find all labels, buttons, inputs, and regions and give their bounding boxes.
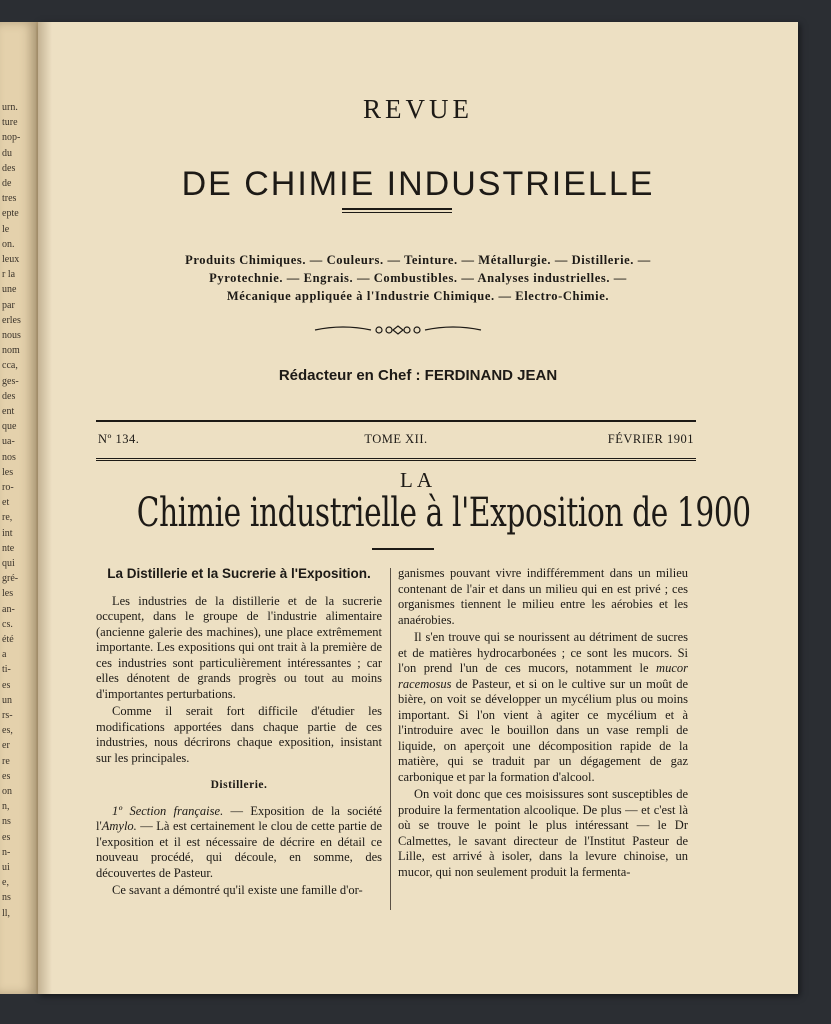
text-run: Il s'en trouve qui se nourissent au détriment de sucres et de matières hydrocarbonées ; ce sont les mucors. Si l'on prend l'un de ces mucors, notamment le	[398, 630, 688, 675]
prev-page-fragment: par	[2, 299, 15, 311]
prev-page-fragment: nom	[2, 345, 20, 357]
prev-page-fragment: ro-	[2, 482, 14, 493]
ornament-divider-icon	[313, 322, 483, 338]
text-run: — Là est certainement le clou de cette partie de l'exposition et il est nécessaire de décrire en détail ce nouveau procédé, qui découle, en somme, des découvertes de Pasteur.	[96, 819, 382, 880]
prev-page-fragment: tres	[2, 193, 17, 205]
previous-page-edge	[0, 22, 38, 994]
prev-page-fragment: été	[2, 634, 14, 645]
prev-page-fragment: ns	[2, 892, 11, 904]
prev-page-fragment: une	[2, 284, 17, 296]
issue-tome: TOME XII.	[364, 432, 428, 446]
topics-list	[88, 251, 748, 305]
issue-number: Nº 134.	[98, 432, 140, 446]
issue-bar	[96, 420, 696, 461]
right-column	[398, 566, 688, 882]
prev-page-fragment: du	[2, 147, 12, 159]
mucor-term: mucor racemosus	[398, 661, 688, 691]
left-column	[96, 566, 382, 901]
prev-page-fragment: leux	[2, 254, 20, 265]
prev-page-fragment: r la	[2, 269, 16, 281]
prev-page-fragment: un	[2, 694, 12, 706]
masthead-rule	[342, 208, 452, 213]
prev-page-fragment: n-	[2, 846, 11, 858]
paragraph: Ce savant a démontré qu'il existe une famille d'or-	[112, 883, 363, 897]
prev-page-fragment: urn.	[2, 102, 18, 113]
prev-page-fragment: ti-	[2, 664, 11, 676]
article-title: Chimie industrielle à l'Exposition de 1900	[136, 490, 751, 536]
masthead-revue: REVUE	[363, 94, 473, 124]
prev-page-fragment: gré-	[2, 573, 19, 585]
prev-page-fragment: ges-	[2, 375, 19, 387]
masthead-title: DE CHIMIE INDUSTRIELLE	[181, 165, 655, 203]
topics-line: Mécanique appliquée à l'Industrie Chimique. — Electro-Chimie.	[226, 289, 610, 303]
article-title-rule	[372, 548, 434, 550]
prev-page-fragment: es	[2, 831, 11, 843]
prev-page-fragment: qui	[2, 558, 15, 569]
section-title: La Distillerie et la Sucrerie à l'Exposition.	[107, 566, 371, 581]
prev-page-fragment: des	[2, 390, 16, 402]
prev-page-fragment: es	[2, 770, 11, 782]
journal-page	[38, 22, 798, 994]
paragraph: Comme il serait fort difficile d'étudier les modifications apportées dans chaque partie de ces industries, nous décrirons chaque exposition, insistant sur les principales.	[96, 704, 382, 765]
prev-page-fragment: on	[2, 786, 12, 797]
paragraph	[96, 804, 382, 882]
prev-page-fragment: epte	[2, 208, 19, 220]
prev-page-fragment: nous	[2, 330, 21, 341]
prev-page-fragment: n,	[2, 801, 10, 813]
prev-page-fragment: nop-	[2, 132, 21, 144]
paragraph: On voit donc que ces moisissures sont susceptibles de produire la fermentation alcoolique. De plus — et c'est là où se trouve le point le plus intéressant — le Dr Calmettes, le savant directeur de l'Institut Pasteur de Lille, est arrivé à isoler, dans la levure chinoise, un mucor, qui non seulement produit la fermenta-	[398, 787, 688, 879]
prev-page-fragment: cs.	[2, 618, 13, 630]
prev-page-fragment: des	[2, 162, 16, 174]
prev-page-fragment: ua-	[2, 436, 15, 448]
prev-page-fragment: re,	[2, 512, 13, 524]
prev-page-fragment: ui	[2, 862, 10, 873]
prev-page-fragment: ns	[2, 816, 11, 828]
prev-page-fragment: nos	[2, 451, 16, 463]
subsection-heading: Distillerie.	[210, 779, 268, 791]
paragraph: Les industries de la distillerie et de la sucrerie occupent, dans le groupe de l'industrie alimentaire (ancienne galerie des machines), une place extrêmement importante. Les expositions qui ont trait à la première de ces industries sont particulièrement intéressantes ; car elles dénotent de grands progrès ou tout au moins d'importantes perturbations.	[96, 593, 382, 701]
prev-page-fragment: erles	[2, 314, 21, 326]
topics-line: Pyrotechnie. — Engrais. — Combustibles. — Analyses industrielles. —	[209, 271, 627, 285]
prev-page-fragment: de	[2, 178, 12, 189]
paragraph	[398, 630, 688, 785]
prev-page-fragment: int	[2, 527, 13, 539]
prev-page-fragment: et	[2, 497, 10, 509]
editor-in-chief: Rédacteur en Chef : FERDINAND JEAN	[278, 367, 558, 384]
text-run: de Pasteur, et si on le cultive sur un moût de bière, on voit se développer un mycélium plus ou moins important. Si l'on vient à agiter ce mycélium et à l'introduire avec le bouillon dans un vase rempli de liquide, on aperçoit une décomposition rapide de la matière, qui se traduit par un dégagement de gaz carbonique et par la formation d'alcool.	[398, 676, 688, 784]
prev-page-fragment: on.	[2, 238, 15, 250]
prev-page-fragment: ll,	[2, 907, 11, 919]
topics-line: Produits Chimiques. — Couleurs. — Teinture. — Métallurgie. — Distillerie. —	[185, 253, 651, 267]
prev-page-fragment: cca,	[2, 360, 18, 372]
amylo-term: Amylo.	[101, 819, 137, 833]
prev-page-fragment: les	[2, 466, 14, 478]
prev-page-fragment: e,	[2, 877, 9, 889]
prev-page-fragment: nte	[2, 542, 15, 554]
paragraph: ganismes pouvant vivre indifféremment dans un milieu contenant de l'air et dans un milieu qui en est privé ; ces organismes tiennent le milieu entre les aérobies et les anaérobies.	[398, 566, 688, 627]
prev-page-fragment: les	[2, 588, 14, 600]
text-run: — Exposition de la société l'	[96, 803, 382, 833]
prev-page-fragment: es,	[2, 725, 13, 737]
section-label: 1º Section française.	[112, 803, 224, 818]
issue-date: FÉVRIER 1901	[607, 432, 694, 446]
prev-page-fragment: es	[2, 679, 11, 691]
prev-page-fragment: le	[2, 223, 10, 235]
article-title-la: LA	[400, 468, 436, 492]
prev-page-fragment: er	[2, 740, 10, 752]
prev-page-fragment: re	[2, 755, 10, 767]
prev-page-fragment: ent	[2, 406, 15, 417]
spine-shadow	[38, 22, 52, 994]
prev-page-fragment: ture	[2, 117, 18, 129]
prev-page-fragment: que	[2, 421, 17, 433]
column-divider	[390, 568, 391, 910]
prev-page-fragment: rs-	[2, 710, 13, 721]
prev-page-fragment: an-	[2, 603, 15, 615]
prev-page-fragment: a	[2, 649, 7, 661]
